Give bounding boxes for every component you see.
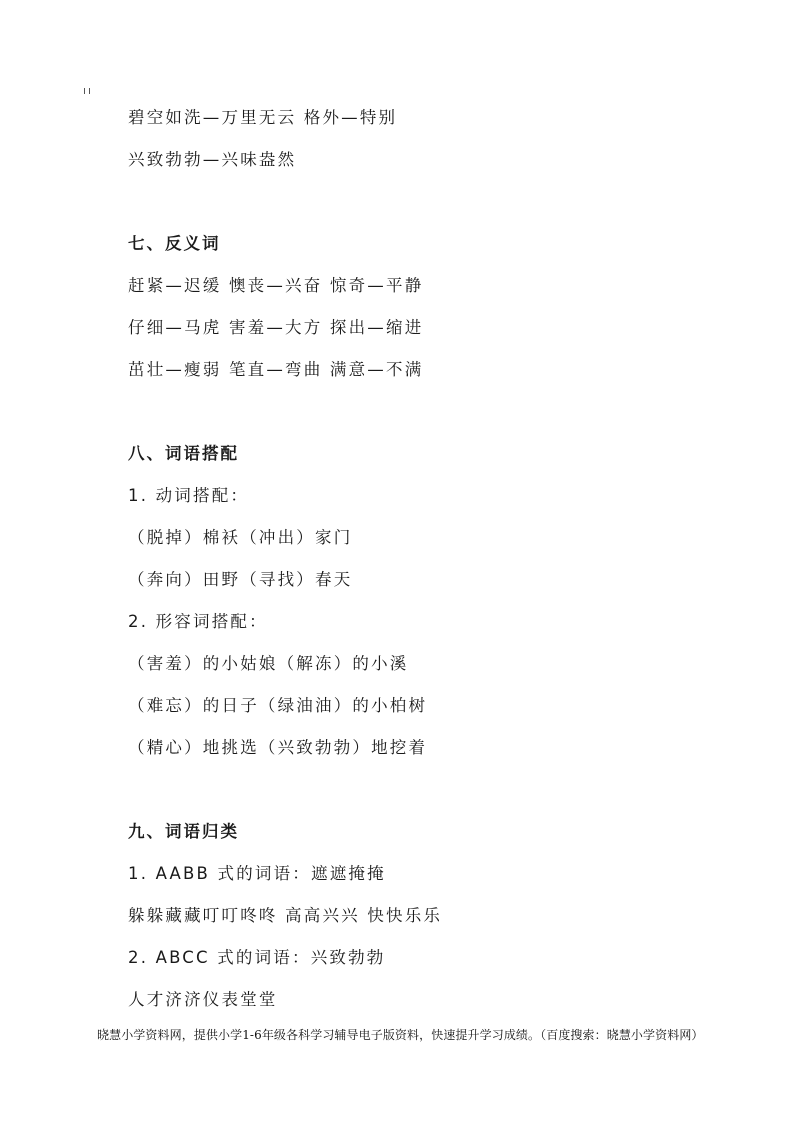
section-7-title: 七、反义词 xyxy=(128,234,221,253)
section-9-title: 九、词语归类 xyxy=(128,822,239,841)
antonym-line-1: 赶紧—迟缓 懊丧—兴奋 惊奇—平静 xyxy=(128,276,424,295)
adj-collocation-heading: 2. 形容词搭配： xyxy=(128,612,268,631)
adj-collocation-line-3: （精心）地挑选（兴致勃勃）地挖着 xyxy=(128,738,428,757)
synonym-line-1: 碧空如洗—万里无云 格外—特别 xyxy=(128,108,398,127)
verb-collocation-line-2: （奔向）田野（寻找）春天 xyxy=(128,570,353,589)
verb-collocation-heading: 1. 动词搭配： xyxy=(128,486,250,505)
page-footer: 晓慧小学资料网，提供小学1-6年级各科学习辅导电子版资料，快速提升学习成绩。（百度搜索：晓慧小学资料网） xyxy=(97,1028,704,1042)
antonym-line-3: 茁壮—瘦弱 笔直—弯曲 满意—不满 xyxy=(128,360,424,379)
adj-collocation-line-1: （害羞）的小姑娘（解冻）的小溪 xyxy=(128,654,409,673)
synonym-line-2: 兴致勃勃—兴味盎然 xyxy=(128,150,297,169)
aabb-words: 躲躲藏藏叮叮咚咚 高高兴兴 快快乐乐 xyxy=(128,906,443,925)
aabb-heading: 1. AABB 式的词语：遮遮掩掩 xyxy=(128,864,386,883)
verb-collocation-line-1: （脱掉）棉袄（冲出）家门 xyxy=(128,528,353,547)
antonym-line-2: 仔细—马虎 害羞—大方 探出—缩进 xyxy=(128,318,424,337)
abcc-words: 人才济济仪表堂堂 xyxy=(128,990,278,1009)
adj-collocation-line-2: （难忘）的日子（绿油油）的小柏树 xyxy=(128,696,428,715)
abcc-heading: 2. ABCC 式的词语：兴致勃勃 xyxy=(128,948,386,967)
page-corner-mark xyxy=(84,88,90,94)
section-8-title: 八、词语搭配 xyxy=(128,444,239,463)
